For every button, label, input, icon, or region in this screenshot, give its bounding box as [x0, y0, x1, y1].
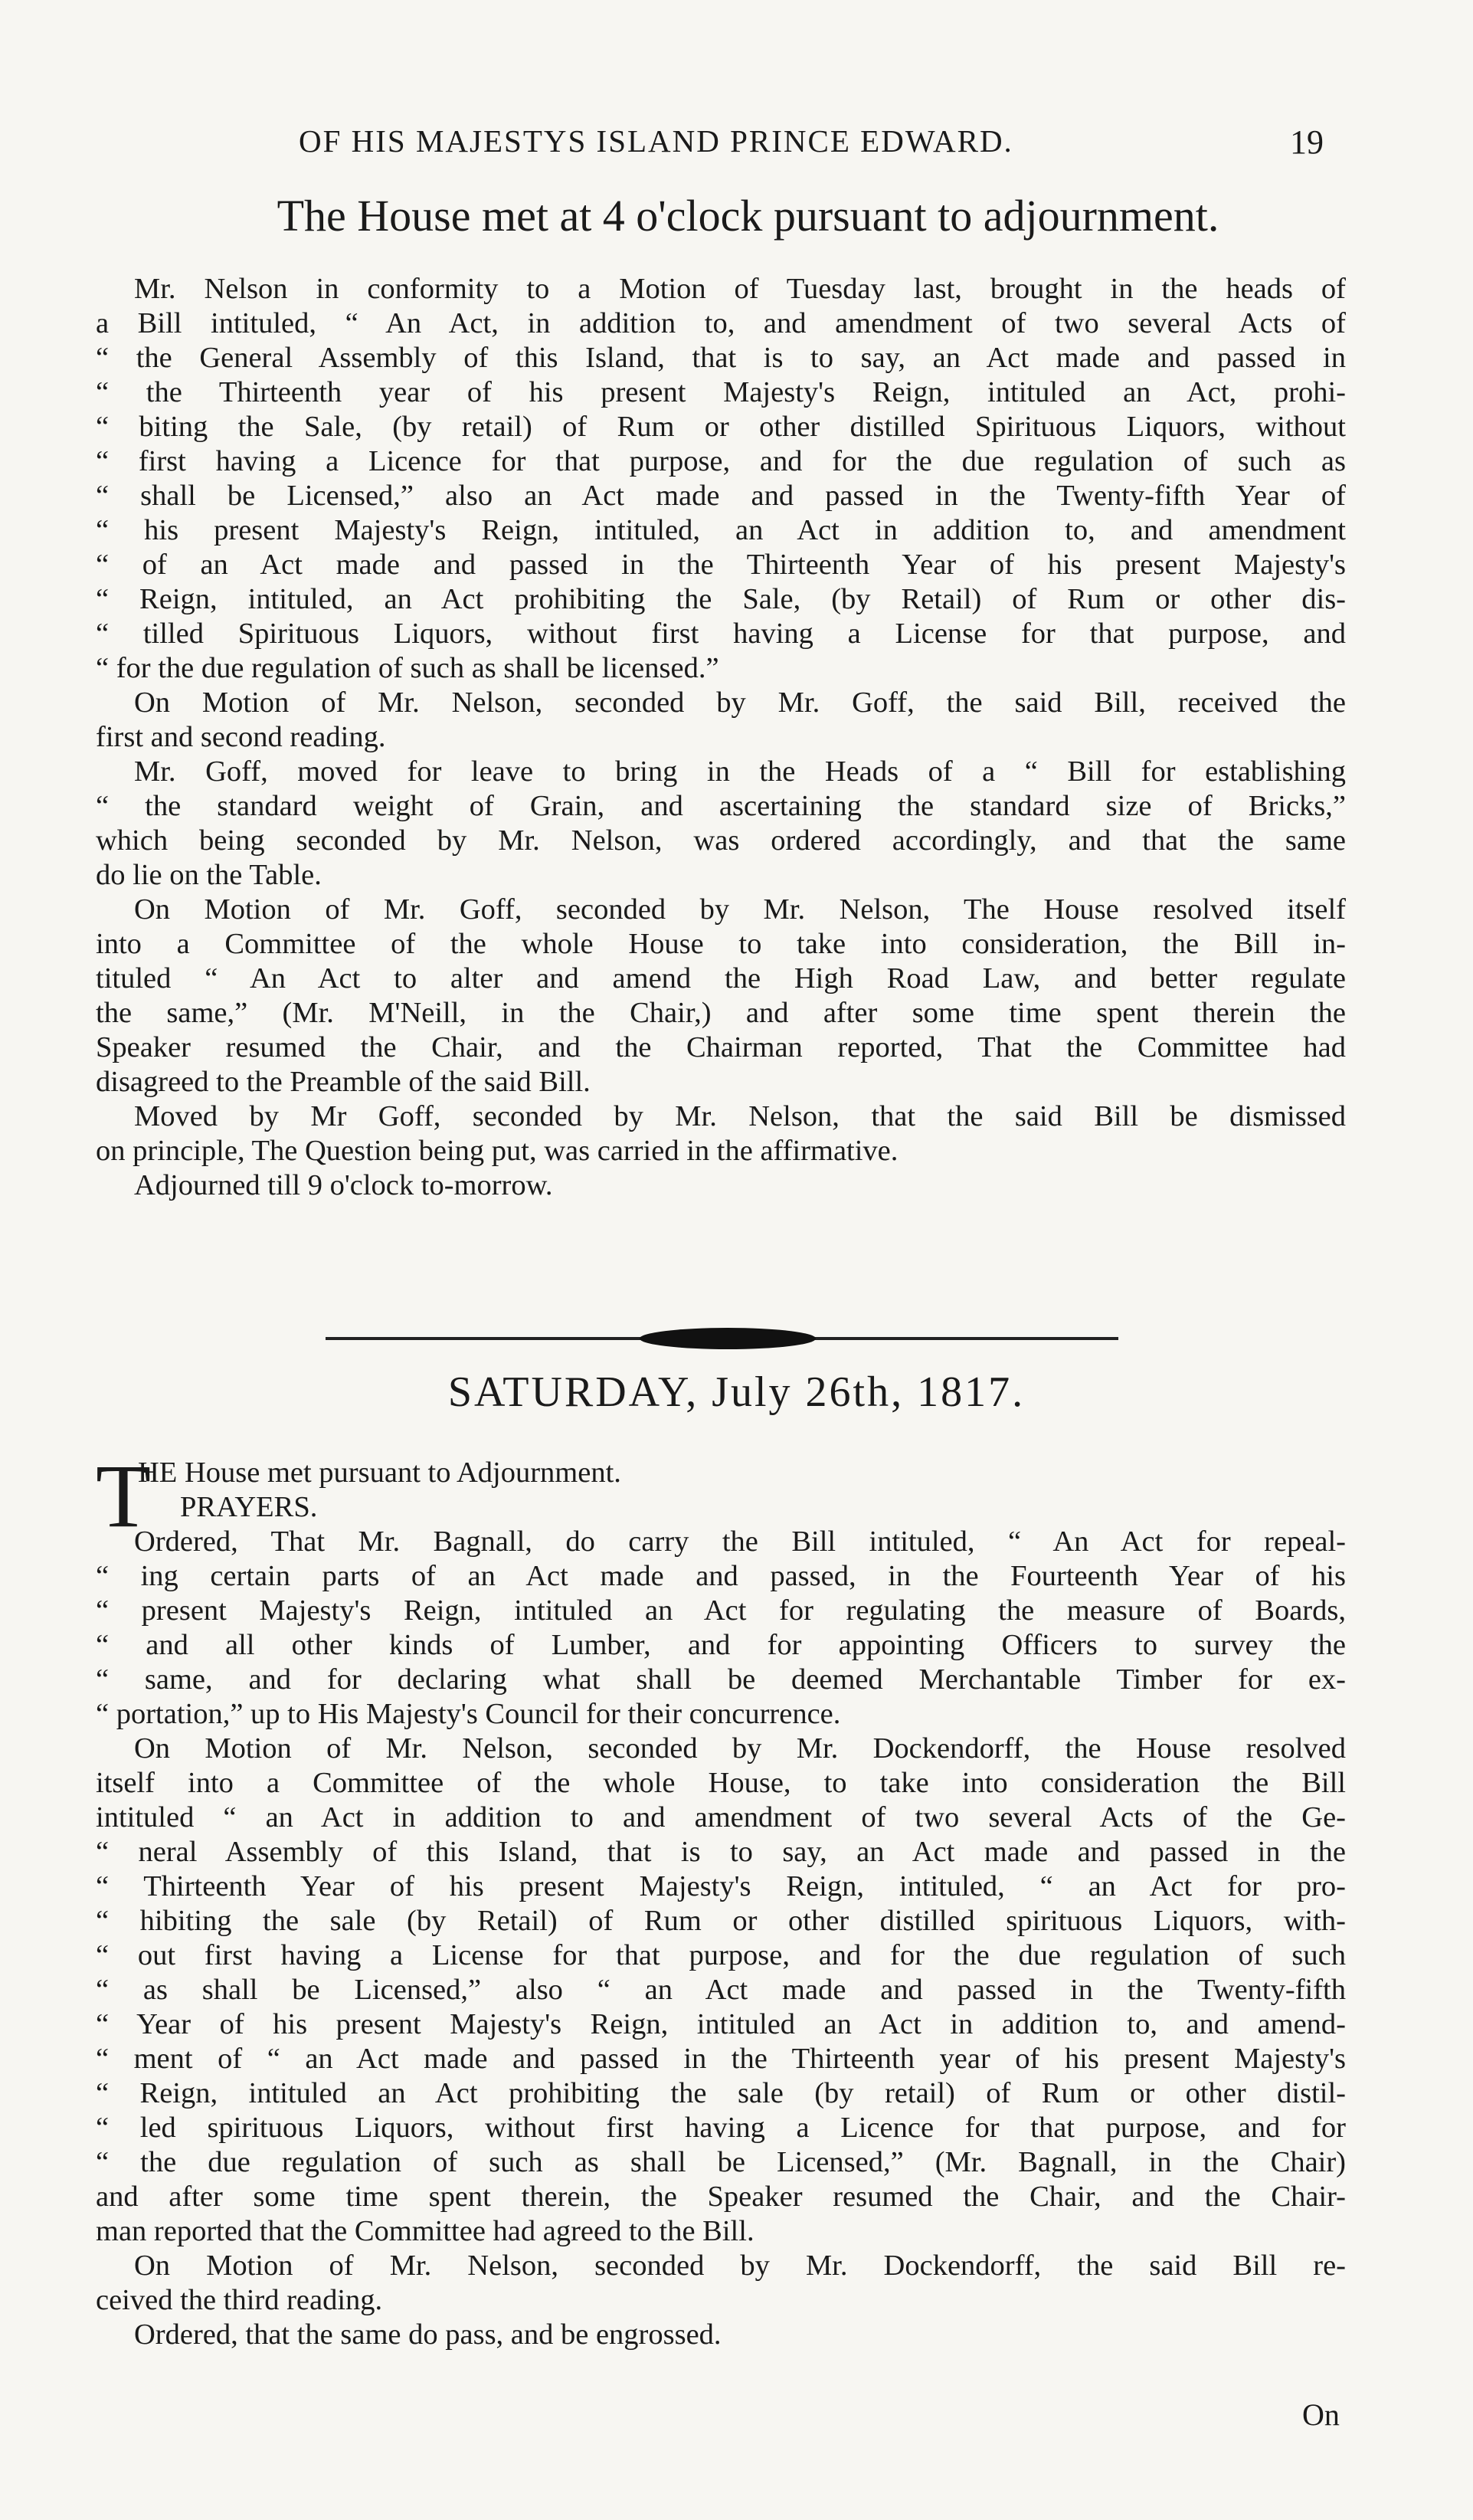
text-line: “ the Thirteenth year of his present Majesty's Reign, intituled an Act, prohi-: [96, 376, 1346, 408]
text-line: “ ing certain parts of an Act made and passed, in the Fourteenth Year of his: [96, 1560, 1346, 1592]
section-heading: The House met at 4 o'clock pursuant to adjournment.: [277, 191, 1219, 241]
running-title: OF HIS MAJESTYS ISLAND PRINCE EDWARD.: [299, 123, 1013, 159]
date-heading: SATURDAY, July 26th, 1817.: [447, 1368, 1026, 1416]
text-line: “ the standard weight of Grain, and ascertaining the standard size of Bricks,”: [96, 790, 1346, 822]
text-line: “ Reign, intituled, an Act prohibiting the Sale, (by Retail) of Rum or other dis-: [96, 583, 1346, 615]
text-line: “ hibiting the sale (by Retail) of Rum or other distilled spirituous Liquors, with-: [96, 1905, 1346, 1937]
text-line: “ biting the Sale, (by retail) of Rum or other distilled Spirituous Liquors, without: [96, 411, 1346, 443]
text-line: On Motion of Mr. Nelson, seconded by Mr. Dockendorff, the House resolved: [134, 1732, 1346, 1765]
text-line: “ the due regulation of such as shall be Licensed,” (Mr. Bagnall, in the Chair): [96, 2146, 1346, 2178]
text-line: intituled “ an Act in addition to and amendment of two several Acts of the Ge-: [96, 1801, 1346, 1833]
text-line: Speaker resumed the Chair, and the Chairman reported, That the Committee had: [96, 1031, 1346, 1063]
text-line: “ portation,” up to His Majesty's Council for their concurrence.: [96, 1698, 841, 1730]
running-head: [115, 115, 1396, 176]
section1-body: [96, 272, 1346, 1203]
text-line: do lie on the Table.: [96, 859, 322, 891]
text-line: “ neral Assembly of this Island, that is to say, an Act made and passed in the: [96, 1836, 1346, 1868]
text-line: into a Committee of the whole House to take into consideration, the Bill in-: [96, 928, 1346, 960]
text-line: Moved by Mr Goff, seconded by Mr. Nelson, that the said Bill be dismissed: [134, 1100, 1346, 1132]
drop-cap: T: [96, 1446, 152, 1546]
text-line: “ of an Act made and passed in the Thirteenth Year of his present Majesty's: [96, 549, 1346, 581]
text-line: man reported that the Committee had agreed to the Bill.: [96, 2215, 755, 2247]
text-line: the same,” (Mr. M'Neill, in the Chair,) and after some time spent therein the: [96, 997, 1346, 1029]
text-line: HE House met pursuant to Adjournment.: [138, 1457, 621, 1489]
text-line: Mr. Goff, moved for leave to bring in the Heads of a “ Bill for establishing: [134, 755, 1346, 788]
text-line: first and second reading.: [96, 721, 386, 753]
text-line: “ Reign, intituled an Act prohibiting the sale (by retail) of Rum or other distil-: [96, 2077, 1346, 2109]
text-line: Ordered, that the same do pass, and be engrossed.: [134, 2318, 722, 2351]
text-line: tituled “ An Act to alter and amend the High Road Law, and better regulate: [96, 962, 1346, 995]
text-line: Adjourned till 9 o'clock to-morrow.: [134, 1169, 553, 1201]
text-line: disagreed to the Preamble of the said Bill.: [96, 1066, 591, 1098]
text-line: “ shall be Licensed,” also an Act made and passed in the Twenty-fifth Year of: [96, 480, 1346, 512]
text-line: itself into a Committee of the whole House, to take into consideration the Bill: [96, 1767, 1346, 1799]
text-line: “ and all other kinds of Lumber, and for appointing Officers to survey the: [96, 1629, 1346, 1661]
text-line: On Motion of Mr. Nelson, seconded by Mr. Goff, the said Bill, received the: [134, 687, 1346, 719]
section2-body: [96, 1446, 1346, 2352]
text-line: “ first having a Licence for that purpose, and for the due regulation of such as: [96, 445, 1346, 477]
text-line: “ his present Majesty's Reign, intituled, an Act in addition to, and amendment: [96, 514, 1346, 546]
text-line: PRAYERS.: [180, 1491, 318, 1523]
text-line: “ for the due regulation of such as shall be licensed.”: [96, 652, 719, 684]
text-line: “ Thirteenth Year of his present Majesty's Reign, intituled, “ an Act for pro-: [96, 1870, 1346, 1902]
text-line: Ordered, That Mr. Bagnall, do carry the Bill intituled, “ An Act for repeal-: [134, 1525, 1346, 1558]
text-line: “ Year of his present Majesty's Reign, intituled an Act in addition to, and amend-: [96, 2008, 1346, 2040]
text-line: on principle, The Question being put, was carried in the affirmative.: [96, 1135, 899, 1167]
text-line: On Motion of Mr. Nelson, seconded by Mr. Dockendorff, the said Bill re-: [134, 2250, 1346, 2282]
catch-word: On: [1302, 2397, 1340, 2432]
text-line: which being seconded by Mr. Nelson, was ordered accordingly, and that the same: [96, 824, 1346, 857]
text-line: “ ment of “ an Act made and passed in the Thirteenth year of his present Majesty's: [96, 2043, 1346, 2075]
text-line: “ present Majesty's Reign, intituled an Act for regulating the measure of Boards,: [96, 1594, 1346, 1627]
text-line: “ led spirituous Liquors, without first having a Licence for that purpose, and for: [96, 2112, 1346, 2144]
text-line: and after some time spent therein, the Speaker resumed the Chair, and the Chair-: [96, 2181, 1346, 2213]
text-line: “ the General Assembly of this Island, that is to say, an Act made and passed in: [96, 342, 1346, 374]
page-number: 19: [1290, 123, 1324, 161]
text-line: “ as shall be Licensed,” also “ an Act made and passed in the Twenty-fifth: [96, 1974, 1346, 2006]
text-line: “ tilled Spirituous Liquors, without first having a License for that purpose, and: [96, 618, 1346, 650]
text-line: “ out first having a License for that purpose, and for the due regulation of such: [96, 1939, 1346, 1971]
ornamental-rule-center: [640, 1328, 816, 1349]
text-line: Mr. Nelson in conformity to a Motion of Tuesday last, brought in the heads of: [134, 273, 1346, 305]
text-line: On Motion of Mr. Goff, seconded by Mr. Nelson, The House resolved itself: [134, 893, 1346, 926]
text-line: “ same, and for declaring what shall be deemed Merchantable Timber for ex-: [96, 1663, 1346, 1696]
text-line: a Bill intituled, “ An Act, in addition to, and amendment of two several Acts of: [96, 307, 1346, 339]
text-line: ceived the third reading.: [96, 2284, 383, 2316]
